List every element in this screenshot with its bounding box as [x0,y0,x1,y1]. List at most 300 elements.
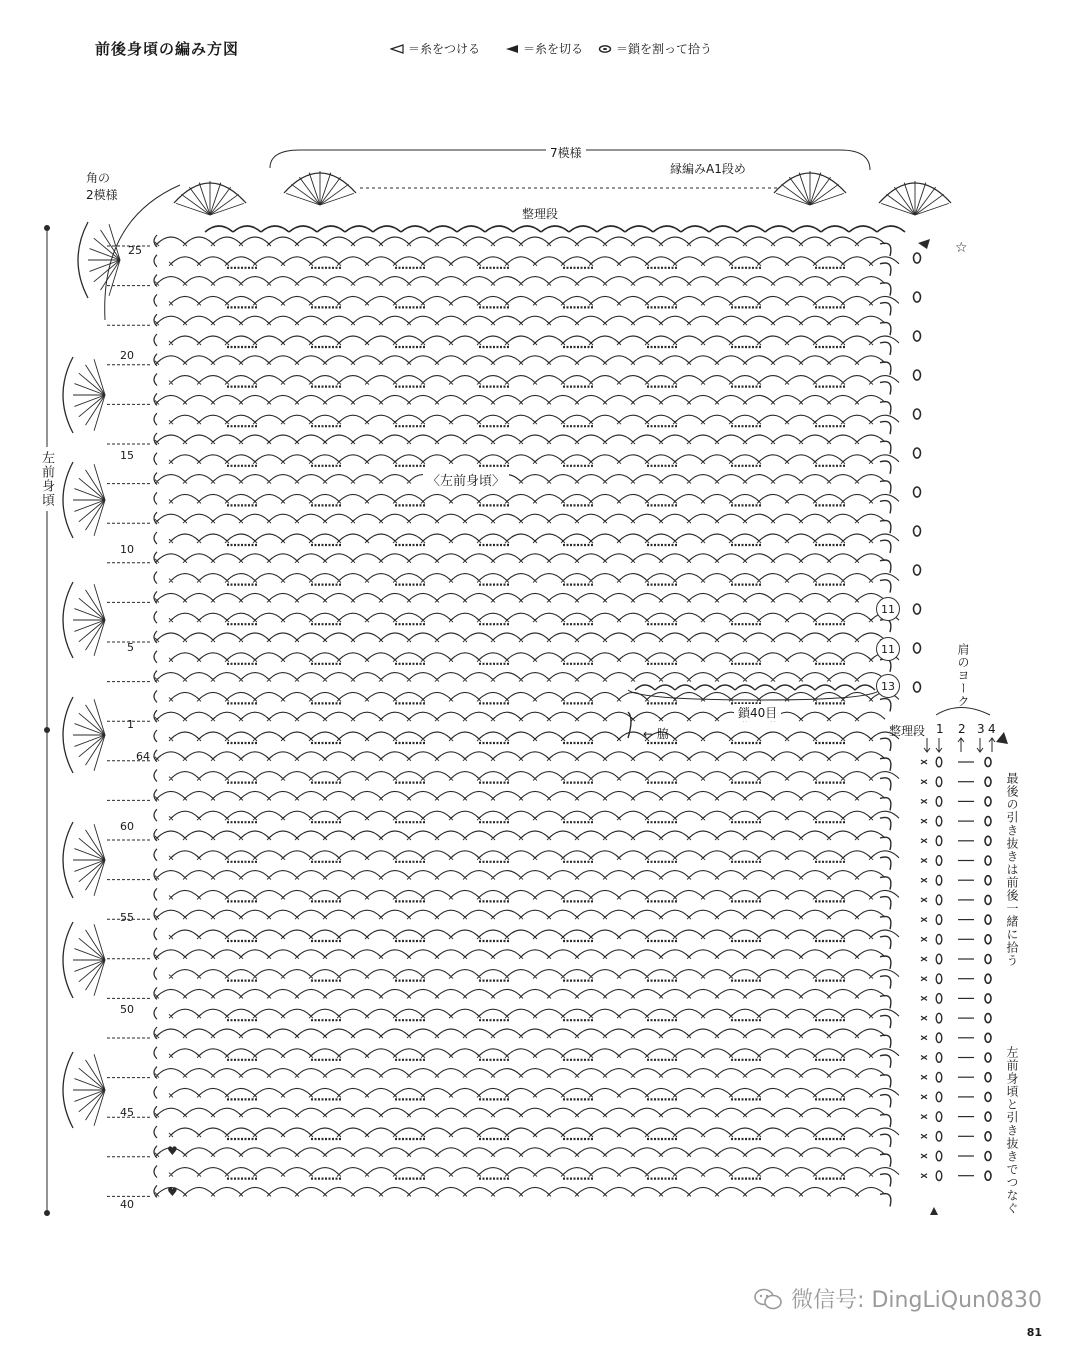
fan-stitch [74,860,105,871]
filled-triangle-icon [930,1207,938,1215]
single-crochet-row [155,994,859,998]
turning-chain [880,1015,891,1028]
fan-edge [63,462,73,538]
chain-oval-icon [985,817,991,826]
fan-stitch [89,260,120,271]
chain-arch-row [157,316,885,323]
single-crochet-row [155,559,859,563]
turning-chain [154,294,157,306]
fan-stitch [86,960,105,990]
turning-chain [154,354,157,366]
turning-chain [880,738,891,751]
chain-arch-row [157,554,885,561]
chain-arch-row [157,633,885,640]
turning-chain [880,817,891,830]
single-crochet-row [169,262,873,266]
fan-stitch [886,194,915,215]
pattern-repeat-label: 7模様 [546,144,586,161]
chain-arch-row [157,950,885,957]
chain-oval-icon [985,974,991,983]
chain-oval-icon [914,253,921,263]
turning-chain [154,453,157,465]
turning-chain [880,1154,891,1167]
yoke-col-1: 1 [936,722,944,736]
single-crochet-row [169,618,873,622]
turning-chain [154,433,157,445]
fan-stitch [74,724,105,735]
turning-chain [154,275,157,287]
row-label-15: 15 [120,449,134,462]
chain-oval-icon [985,935,991,944]
fan-stitch [799,173,810,205]
yoke-chain [936,1092,942,1102]
chain-arch-row [171,970,899,977]
yoke-chain [936,875,942,885]
fan-stitch [86,930,105,960]
turning-chain [880,540,891,553]
fan-stitch [86,365,105,395]
fan-edge [63,922,73,998]
chain-arch-row [171,494,899,501]
fan-stitch [894,187,915,215]
fan-edge [63,1052,73,1128]
heart-icon: ♥ [167,1144,178,1158]
chain-arch-row [171,574,899,581]
turning-chain [880,441,891,454]
yoke-chain [936,757,942,767]
turning-chain [154,671,157,683]
chain-arch-row [171,455,899,462]
chain-arch-row [157,1187,885,1194]
turning-chain [880,580,891,593]
single-crochet-row [169,420,873,424]
chain-arch-row [171,1128,899,1135]
turning-chain [880,897,891,910]
fan-stitch [810,173,821,205]
turning-chain [880,1035,891,1048]
row-label-10: 10 [120,543,134,556]
legend-attach-yarn-text: ＝糸をつける [408,42,481,56]
chain-oval-icon [985,915,991,924]
chain-oval-icon [985,1033,991,1042]
fan-stitch [320,173,331,205]
turning-chain [880,837,891,850]
fan-edge [63,582,73,658]
corner-label: 角の 2模様 [86,171,118,202]
fan-stitch [94,395,105,431]
yoke-chain [936,1132,942,1142]
chain-arch-row [157,237,885,244]
chain-arch-row [171,415,899,422]
yoke-chain [936,816,942,826]
yoke-bracket [936,708,990,716]
fan-stitch [781,184,810,205]
single-crochet-row [169,301,873,305]
chain-arch-row [157,277,885,284]
turning-chain [154,512,157,524]
fan-edge [63,357,73,433]
chain-oval-icon [985,955,991,964]
fan-stitch [79,598,105,620]
chain-oval-icon [914,331,921,341]
chain-arch-row [157,1108,885,1115]
turning-chain [880,1114,891,1127]
fan-stitch [79,860,105,882]
turning-chain [880,877,891,890]
turning-chain [154,611,157,623]
fan-stitch [881,203,915,215]
single-crochet-row [155,440,859,444]
single-crochet-row [155,282,859,286]
chain-oval-icon [985,1171,991,1180]
chain-arch-row [171,296,899,303]
turning-chain [880,481,891,494]
chain-oval-icon [914,526,921,536]
fan-edge [63,822,73,898]
turning-chain [880,1134,891,1147]
single-crochet-row [155,1034,859,1038]
turning-chain [154,1086,157,1098]
yoke-chain [936,935,942,945]
fan-stitch [86,500,105,530]
chain-arch-row [171,1049,899,1056]
dimension-dot [44,727,50,733]
row-label-64: 64 [136,750,150,763]
fan-stitch [286,193,320,205]
stitch-count-badge: 11 [876,597,900,621]
fan-stitch [79,373,105,395]
chain-arch-row [171,1088,899,1095]
fan-stitch [94,860,105,896]
fan-stitch [74,849,105,860]
turning-chain [880,362,891,375]
single-crochet-row [169,1133,873,1137]
fan-stitch [74,609,105,620]
turning-chain [880,1174,891,1187]
turning-chain [154,1047,157,1059]
turning-chain [880,916,891,929]
turning-chain [880,798,891,811]
fan-stitch [74,620,105,631]
fan-stitch [86,1090,105,1120]
turning-chain [880,758,891,771]
turning-chain [154,473,157,485]
fan-stitch [915,183,926,215]
fan-stitch [86,860,105,890]
chain-arch-row [171,692,899,699]
chain-oval-icon [914,565,921,575]
dimension-dot [44,1210,50,1216]
turning-chain [154,552,157,564]
chain-arch-row [157,1148,885,1155]
turning-chain [880,461,891,474]
chain-oval-icon [985,1014,991,1023]
fan-stitch [320,193,354,205]
armhole-label: ← 脇 [643,727,669,741]
turning-chain [154,948,157,960]
center-label: 〈左前身頃〉 [423,470,509,489]
turning-chain [880,1055,891,1068]
yoke-col-3: 3 [977,722,985,736]
turning-chain [154,1007,157,1019]
chain-arch-row [171,772,899,779]
fan-stitch [915,194,944,215]
row-label-45: 45 [120,1106,134,1119]
row-label-25: 25 [128,244,142,257]
turning-chain [880,421,891,434]
single-crochet-row [169,460,873,464]
turning-chain [880,956,891,969]
turning-chain [880,322,891,335]
single-crochet-row [155,598,859,602]
single-crochet-row [169,935,873,939]
fan-stitch [79,620,105,642]
chain-oval-icon [985,856,991,865]
turning-chain [154,1185,157,1197]
legend-cut-yarn-text: ＝糸を切る [523,42,584,56]
fan-stitch [94,1054,105,1090]
fan-stitch [74,384,105,395]
single-crochet-row [169,737,873,741]
fan-stitch [74,960,105,971]
turning-chain [880,976,891,989]
fan-stitch [74,395,105,406]
chain-arch-row [157,356,885,363]
turning-chain [154,572,157,584]
single-crochet-row [169,895,873,899]
turning-chain [154,869,157,881]
turning-chain [154,1067,157,1079]
fan-stitch [199,183,210,215]
chain-arch-row [157,673,885,680]
yoke-chain [936,1112,942,1122]
yoke-chain [936,954,942,964]
chain-oval-icon [914,409,921,419]
single-crochet-row [169,697,873,701]
single-crochet-row [169,499,873,503]
single-crochet-row [155,915,859,919]
chain-arch-row [157,752,885,759]
fan-stitch [79,395,105,417]
chain-oval-icon [985,1132,991,1141]
finishing-row-label: 整理段 [522,207,559,221]
row-label-60: 60 [120,820,134,833]
turning-chain [154,770,157,782]
turning-chain [880,342,891,355]
chain-arch-row [157,1029,885,1036]
fan-edge [63,697,73,773]
fan-stitch [74,1090,105,1101]
row-label-50: 50 [120,1003,134,1016]
turning-chain [154,888,157,900]
chain-arch-row [171,1168,899,1175]
fan-stitch [94,584,105,620]
fan-stitch [86,705,105,735]
single-crochet-row [155,638,859,642]
yoke-chain [936,1072,942,1082]
turning-chain [154,968,157,980]
single-crochet-row [169,658,873,662]
single-crochet-row [155,1153,859,1157]
fan-stitch [210,183,221,215]
turning-chain [154,987,157,999]
stitch-count-badge: 13 [876,674,900,698]
single-crochet-row [169,579,873,583]
chain-oval-icon [985,1053,991,1062]
fan-stitch [309,173,320,205]
chain-oval-icon [985,1092,991,1101]
single-crochet-row [155,757,859,761]
yoke-chain [936,856,942,866]
yoke-chain [936,1033,942,1043]
turning-chain [154,908,157,920]
turning-chain [154,809,157,821]
page-title: 前後身頃の編み方図 [95,40,240,58]
turning-chain [154,651,157,663]
yoke-chain [936,895,942,905]
single-crochet-row [155,1074,859,1078]
turning-chain [880,243,891,256]
side-label-left-front: 左前身頃 [37,447,56,511]
turning-chain [880,501,891,514]
single-crochet-row [155,400,859,404]
yoke-chain [936,797,942,807]
turning-chain [154,690,157,702]
fan-stitch [94,735,105,771]
turning-chain [880,699,891,712]
fan-stitch [79,1068,105,1090]
yoke-chain [936,974,942,984]
turning-chain [154,591,157,603]
fan-stitch [79,500,105,522]
chain-oval-icon [985,797,991,806]
fan-stitch [181,194,210,215]
turning-chain [154,314,157,326]
turning-chain [880,936,891,949]
chain-arch-row [171,336,899,343]
chain-oval-icon [985,777,991,786]
turning-chain [154,1027,157,1039]
yoke-col-4: 4 [988,722,996,736]
chain-arch-row [171,613,899,620]
turning-chain [154,393,157,405]
single-crochet-row [169,341,873,345]
turning-chain [154,374,157,386]
single-crochet-row [155,321,859,325]
yoke-chain [936,915,942,925]
yoke-note-join-left-front: 左前身頃と引き抜きでつなぐ [1005,1046,1019,1215]
fan-stitch [86,470,105,500]
chain-arch-row [171,851,899,858]
single-crochet-row [155,519,859,523]
single-crochet-row [155,955,859,959]
fan-stitch [79,713,105,735]
fan-stitch [79,1090,105,1112]
single-crochet-row [155,361,859,365]
fan-stitch [74,949,105,960]
yoke-finishing-row-label: 整理段 [889,724,926,738]
fan-stitch [210,194,239,215]
turning-chain [880,778,891,791]
yoke-chain [936,836,942,846]
fan-stitch [291,184,320,205]
chain-arch-row [171,1009,899,1016]
fan-stitch [915,187,936,215]
yoke-chain [936,1151,942,1161]
chain-arch-row [157,831,885,838]
turning-chain [880,283,891,296]
chain-oval-icon [985,758,991,767]
single-crochet-row [169,975,873,979]
chain-arch-row [157,871,885,878]
fan-stitch [810,193,844,205]
single-crochet-row [169,381,873,385]
single-crochet-row [169,539,873,543]
single-crochet-row [169,777,873,781]
chain-arch-row [171,811,899,818]
chain-arch-row [157,791,885,798]
fan-stitch [176,203,210,215]
turning-chain [880,263,891,276]
chain-arch-row [157,1069,885,1076]
turning-chain [154,255,157,267]
turning-chain [880,1095,891,1108]
turning-chain [880,857,891,870]
fan-stitch [915,203,949,215]
turning-chain [880,1075,891,1088]
fan-stitch [320,177,341,205]
chain-oval-icon [985,895,991,904]
fan-stitch [94,924,105,960]
row-label-40: 40 [120,1198,134,1211]
fan-stitch [74,1079,105,1090]
chain-arch-row [157,989,885,996]
chain-arch-row [157,395,885,402]
turning-chain [154,1146,157,1158]
page-number: 81 [1026,1326,1042,1339]
turning-chain [880,303,891,316]
chain-arch-row [157,593,885,600]
dimension-dot [44,225,50,231]
heart-icon: ♥ [167,1185,178,1199]
fan-stitch [74,500,105,511]
single-crochet-row [155,876,859,880]
turning-chain [154,492,157,504]
fan-stitch [74,489,105,500]
chain-oval-icon [914,448,921,458]
fan-stitch [86,830,105,860]
turning-chain [154,710,157,722]
turning-chain [880,402,891,415]
fan-stitch [210,187,231,215]
yoke-chain [936,1171,942,1181]
chain-oval-icon [985,1152,991,1161]
chain-arch-row [171,534,899,541]
chain-oval-icon [914,604,921,614]
turning-chain [154,1166,157,1178]
fan-stitch [320,184,349,205]
turning-chain [154,1106,157,1118]
turning-chain [880,382,891,395]
fan-stitch [210,203,244,215]
fan-stitch [94,500,105,536]
turning-chain [880,619,891,632]
finishing-row-arches [205,226,905,232]
yoke-chain [936,1013,942,1023]
turning-chain [154,849,157,861]
single-crochet-row [155,678,859,682]
chain-arch-row [157,475,885,482]
